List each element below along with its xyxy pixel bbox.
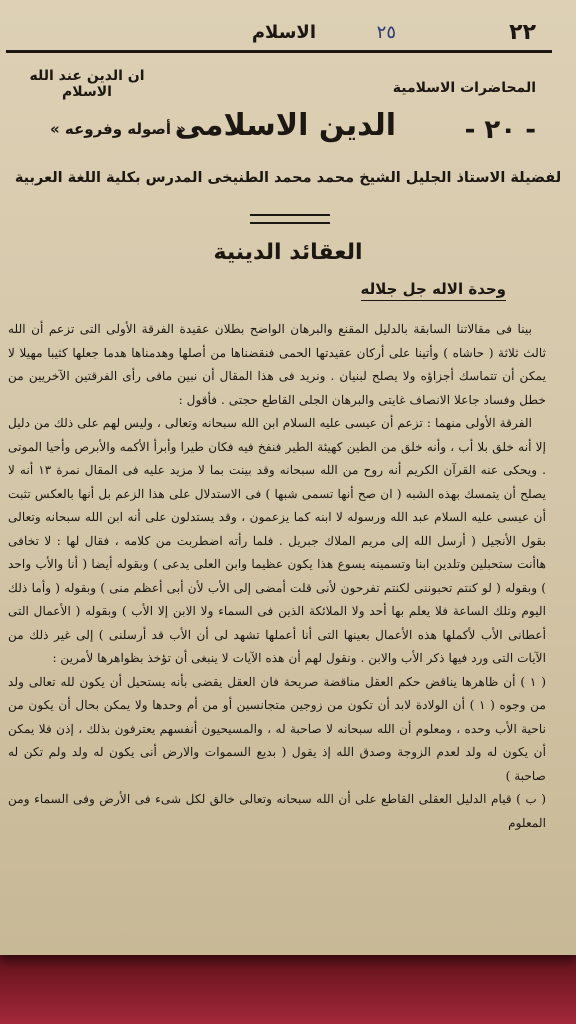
section-title: العقائد الدينية bbox=[213, 240, 363, 265]
article-subtitle: « أصوله وفروعه » bbox=[50, 120, 186, 138]
author-line: لفضيلة الاستاذ الجليل الشيخ محمد محمد الطنيخى المدرس بكلية اللغة العربية bbox=[14, 170, 562, 186]
subheading: وحدة الاله جل جلاله bbox=[361, 280, 507, 301]
article-title: الدين الاسلامى bbox=[174, 108, 396, 143]
paragraph: الفرقة الأولى منهما : تزعم أن عيسى عليه السلام ابن الله سبحانه وتعالى ، وليس لهم على ذلك من دليل إلا أنه خلق بلا أب ، وأنه خلق من الطين كهيئة الطير فنفخ فيه فكان طيرا وأبرأ الأكمه والأبرص وأحيا الموتى . ويحكى عنه القرآن الكريم أنه روح من الله سبحانه وقد بينت بما لا مزيد عليه فى المقال نمرة ١٣ أنه لا يصلح أن يتمسك بهذه الشبه ( ان صح أنها تسمى شبها ) فى الاستدلال على هذا الزعم بل أنها بالعكس تثبت أن عيسى عليه السلام عبد الله ورسوله لا ابنه كما يزعمون ، وقد يستدلون على أنه ابن الله سبحانه وتعالى بقول الأنجيل ( أرسل الله إلى مريم الملاك جبريل . فلما رأته اضطربت من كلامه ، فقال لها : لا تخافى هاأنت ستحبلين وتلدين ابنا وتسمينه يسوع هذا يكون عظيما وابن العلى يدعى ) وبقوله أيضا ( أنا والأب واحد ) وبقوله ( لو كنتم تحبوننى لكنتم تفرحون لأنى قلت أمضى إلى الأب لأن أبى أعظم منى ) وبقوله ( وأما ذلك اليوم وتلك الساعة فلا يعلم بها أحد ولا الملائكة الذين فى السماء ولا الابن إلا الأب ) وبقوله ( الأعمال التى أعطانى الأب لأكملها هذه الأعمال بعينها التى أنا أعملها تشهد لى أن الأب قد أرسلنى ) إلى غير ذلك من الآيات التى ورد فيها ذكر الأب والابن . ونقول لهم أن هذه الآيات لا ينبغى أن تؤخذ بظواهرها لأمرين : bbox=[8, 416, 546, 665]
handwritten-note: ٢٥ bbox=[376, 22, 396, 43]
paragraph: ( ب ) قيام الدليل العقلى القاطع على أن الله سبحانه وتعالى خالق لكل شىء فى الأرض وفى السماء ومن المعلوم bbox=[8, 792, 546, 830]
paragraph: بينا فى مقالاتنا السابقة بالدليل المقنع والبرهان الواضح بطلان عقيدة الفرقة الأولى التى تزعم أن الله ثالث ثلاثة ( حاشاه ) وأتينا على أركان عقيدتها الحمى فنقضناها من أصلها وهدمناها هدما جعلها كثيبا مهيلا لا يمكن أن تتماسك أجزاؤه ولا يصلح لبنيان . ونريد فى هذا المقال أن نبين مافى رأى الفرقتين الآخريين من خطل وفساد جاعلا الانصاف غايتى والبرهان الجلى القاطع حجتى . فأقول : bbox=[8, 322, 546, 407]
series-name: المحاضرات الاسلامية bbox=[392, 80, 536, 96]
page-number: ٢٢ bbox=[509, 20, 536, 45]
lecture-number: - ٢٠ - bbox=[464, 115, 536, 145]
running-title: الاسلام bbox=[251, 22, 316, 43]
header-rule bbox=[6, 50, 552, 53]
paragraph: ( ١ ) أن ظاهرها يناقض حكم العقل مناقضة صريحة فان العقل يقضى بأنه يستحيل أن يكون لله تعالى ولد من وجوه ( ١ ) أن الولادة لابد أن تكون من زوجين متجانسين أو من أم وحدها ولا يمكن بحال أن يكون من ناحية الأب وحده ، ومعلوم أن الله سبحانه لا صاحبة له ، والمسيحيون أنفسهم يعترفون بذلك ، إذن فلا يمكن أن يكون له ولد لعدم الزوجة وصدق الله إذ يقول ( بديع السموات والارض أنى يكون له ولد ولم تكن له صاحبة ) bbox=[8, 674, 546, 783]
section-divider bbox=[250, 214, 330, 224]
body-text bbox=[8, 318, 546, 835]
top-left-note: ان الدين عند الله الاسلام bbox=[29, 68, 145, 100]
running-header bbox=[30, 20, 536, 50]
